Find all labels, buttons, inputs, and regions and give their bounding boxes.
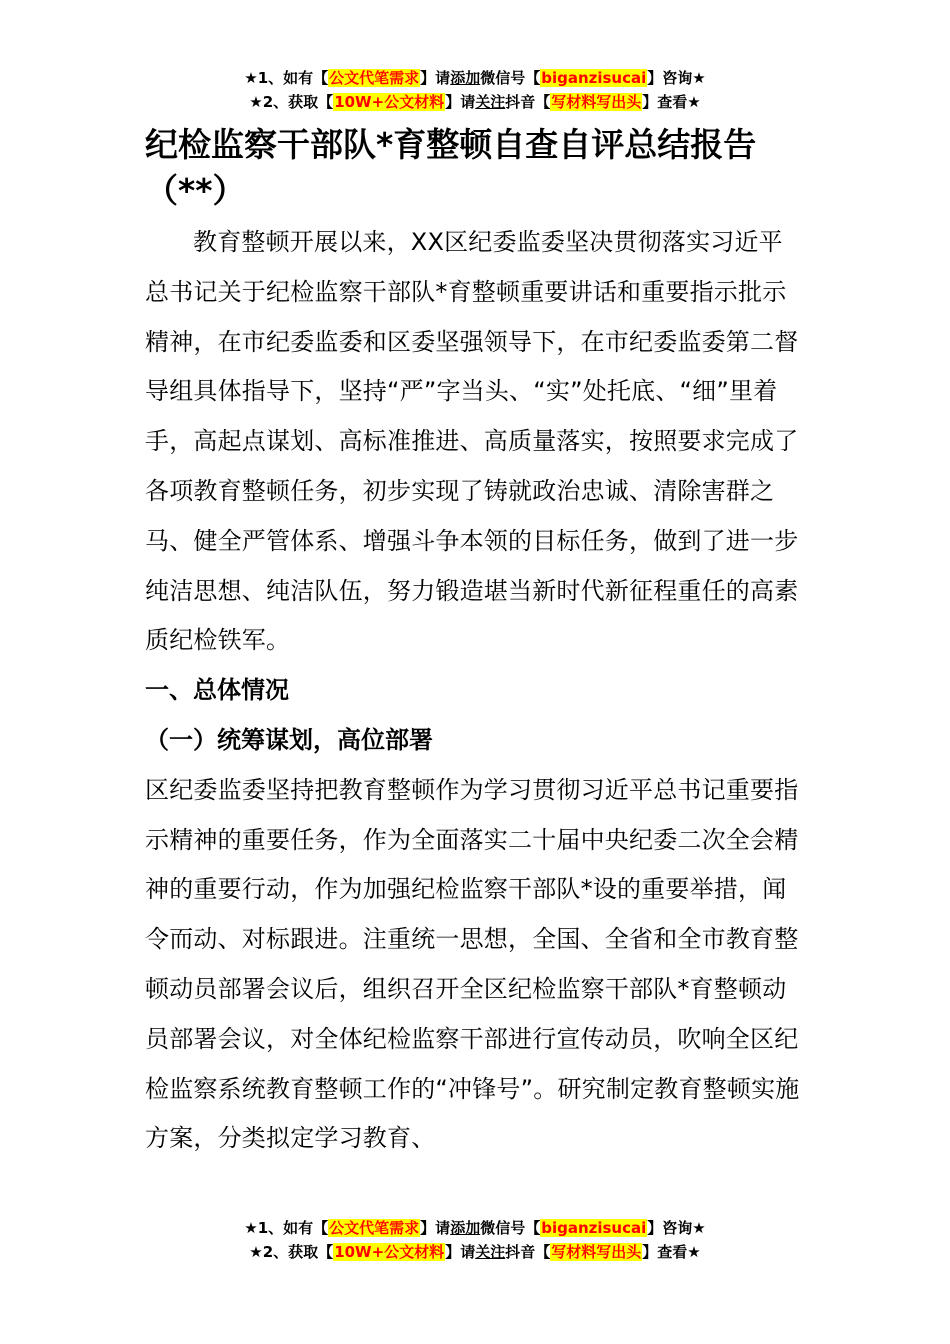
banner-wechat-id: biganzisucai [541,1219,647,1237]
document-body [145,122,805,1164]
paragraph-body: 区纪委监委坚持把教育整顿作为学习贯彻习近平总书记重要指示精神的重要任务，作为全面落实二十届中央纪委二次全会精神的重要行动，作为加强纪检监察干部队*设的重要举措，闻令而动、对标跟进。注重统一思想，全国、全省和全市教育整顿动员部署会议后，组织召开全区纪检监察干部队*育整顿动员部署会议，对全体纪检监察干部进行宣传动员，吹响全区纪检监察系统教育整顿工作的“冲锋号”。研究制定教育整顿实施方案，分类拟定学习教育、 [145,775,800,1153]
paragraph-intro: 教育整顿开展以来，XX区纪委监委坚决贯彻落实习近平总书记关于纪检监察干部队*育整顿重要讲话和重要指示批示精神，在市纪委监委和区委坚强领导下，在市纪委监委第二督导组具体指导下，坚持“严”字当头、“实”处托底、“细”里着手，高起点谋划、高标准推进、高质量落实，按照要求完成了各项教育整顿任务，初步实现了铸就政治忠诚、清除害群之马、健全严管体系、增强斗争本领的目标任务，做到了进一步纯洁思想、纯洁队伍，努力锻造堪当新时代新征程重任的高素质纪检铁军。 [145,228,799,655]
banner-line-2: ★2、获取【10W+公文材料】请关注抖音【写材料写出头】查看★ [249,93,701,111]
banner-line-2: ★2、获取【10W+公文材料】请关注抖音【写材料写出头】查看★ [249,1243,701,1261]
banner-highlight-1: 公文代笔需求 [329,69,420,87]
banner-douyin-id: 写材料写出头 [551,1243,642,1261]
subsection-heading: （一）统筹谋划，高位部署 [145,725,433,754]
document-title: 纪检监察干部队*育整顿自查自评总结报告 （**） [145,125,757,210]
bottom-banner [0,1216,950,1264]
banner-line-1: ★1、如有【公文代笔需求】请添加微信号【biganzisucai】咨询★ [244,1219,706,1237]
banner-highlight-1: 公文代笔需求 [329,1219,420,1237]
banner-line-1: ★1、如有【公文代笔需求】请添加微信号【biganzisucai】咨询★ [244,69,706,87]
section-heading: 一、总体情况 [145,676,289,705]
banner-douyin-id: 写材料写出头 [551,93,642,111]
banner-highlight-2: 10W+公文材料 [334,1243,445,1261]
banner-highlight-2: 10W+公文材料 [334,93,445,111]
top-banner [0,66,950,114]
banner-wechat-id: biganzisucai [541,69,647,87]
